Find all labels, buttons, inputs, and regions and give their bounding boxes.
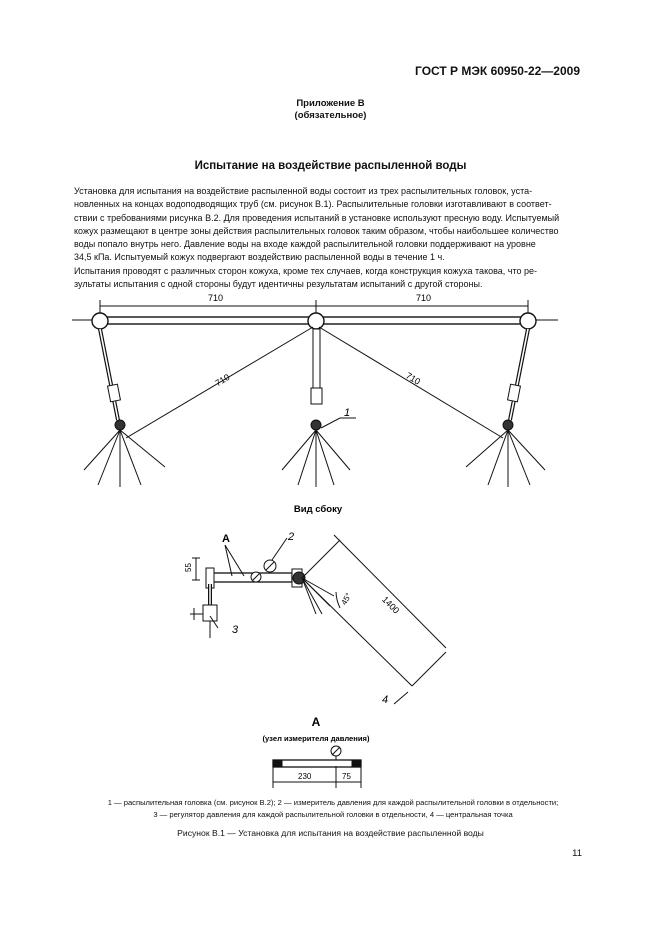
annex-title: Приложение В: [296, 98, 365, 109]
text-line: Установка для испытания на воздействие распыленной воды состоит из трех распылительных головок, уста-: [74, 186, 533, 196]
dim-230-label: 230: [298, 772, 312, 781]
figure-spray-test-setup: [0, 280, 661, 800]
paragraph-line: [74, 212, 582, 225]
paragraph-line: [74, 251, 582, 264]
spray-head-center: [311, 420, 321, 430]
text-line: новленных на концах водоподводящих труб (см. рисунок В.1). Распылительные головки изготавливают в соответ-: [74, 199, 552, 210]
dim-diag-right-label: 710: [404, 370, 423, 387]
detail-A-label: A: [311, 715, 321, 729]
text-line: ствии с требованиями рисунка В.2. Для проведения испытаний в установке используют пресную воду. Испытуемый: [74, 212, 560, 223]
paragraph-line: [74, 225, 582, 238]
text-line: кожух размещают в центре зоны действия распылительных головок таким образом, чтобы наибольшее количество: [74, 225, 559, 236]
legend-line-2: 3 — регулятор давления для каждой распылительной головки в отдельности, 4 — центральная точка: [153, 810, 513, 819]
dim-55-label: 55: [184, 563, 193, 572]
detail-pipe: [273, 760, 361, 767]
paragraph-line: [74, 198, 582, 211]
callout-1: 1: [344, 407, 351, 419]
body-text: [74, 185, 582, 291]
spray-fan-center: [282, 430, 350, 487]
paragraph-line: [74, 265, 582, 278]
side-view-label: Вид сбоку: [293, 504, 343, 515]
dim-left-label: 710: [208, 293, 224, 303]
detail-A-caption: (узел измерителя давления): [262, 734, 370, 743]
dim-75-label: 75: [342, 772, 351, 781]
legend-line-1: 1 — распылительная головка (см. рисунок В.2); 2 — измеритель давления для каждой распылительной головки в отдельности;: [107, 798, 559, 807]
dim-1400-label: 1400: [380, 594, 402, 616]
page-number: 11: [572, 848, 582, 859]
paragraph-line: [74, 238, 582, 251]
pipe-joint-right: [520, 313, 536, 329]
angle-45-label: 45°: [339, 591, 354, 607]
callout-2: 2: [288, 531, 295, 543]
dim-diag-left-label: 710: [213, 371, 232, 389]
text-line: 34,5 кПа. Испытуемый кожух подвергают воздействию распыленной воды в течение 1 ч.: [74, 252, 445, 263]
annex-status: (обязательное): [294, 110, 367, 121]
text-line: воды попало внутрь него. Давление воды на входе каждой распылительной головки поддерживают на уровне: [74, 239, 536, 250]
spray-fan-right: [466, 430, 545, 487]
section-title: Испытание на воздействие распыленной воды: [194, 160, 467, 172]
pipe-joint-left: [92, 313, 108, 329]
paragraph-line: [74, 185, 582, 198]
callout-4: 4: [382, 694, 389, 706]
pipe-joint-center: [308, 313, 324, 329]
standard-designation: ГОСТ Р МЭК 60950-22—2009: [415, 64, 580, 78]
spray-head-right: [503, 420, 513, 430]
spray-fan-left: [84, 430, 165, 487]
text-line: зультаты испытания с одной стороны будут идентичны результатам испытаний с другой стороны.: [74, 279, 483, 290]
callout-3: 3: [232, 624, 239, 636]
pressure-regulator: [203, 605, 217, 621]
callout-A: A: [222, 533, 230, 545]
figure-caption: Рисунок В.1 — Установка для испытания на воздействие распыленной воды: [177, 828, 484, 838]
text-line: Испытания проводят с различных сторон кожуха, кроме тех случаев, когда конструкция кожуха такова, что ре-: [74, 265, 538, 276]
dim-right-label: 710: [416, 293, 432, 303]
spray-head-left: [115, 420, 125, 430]
